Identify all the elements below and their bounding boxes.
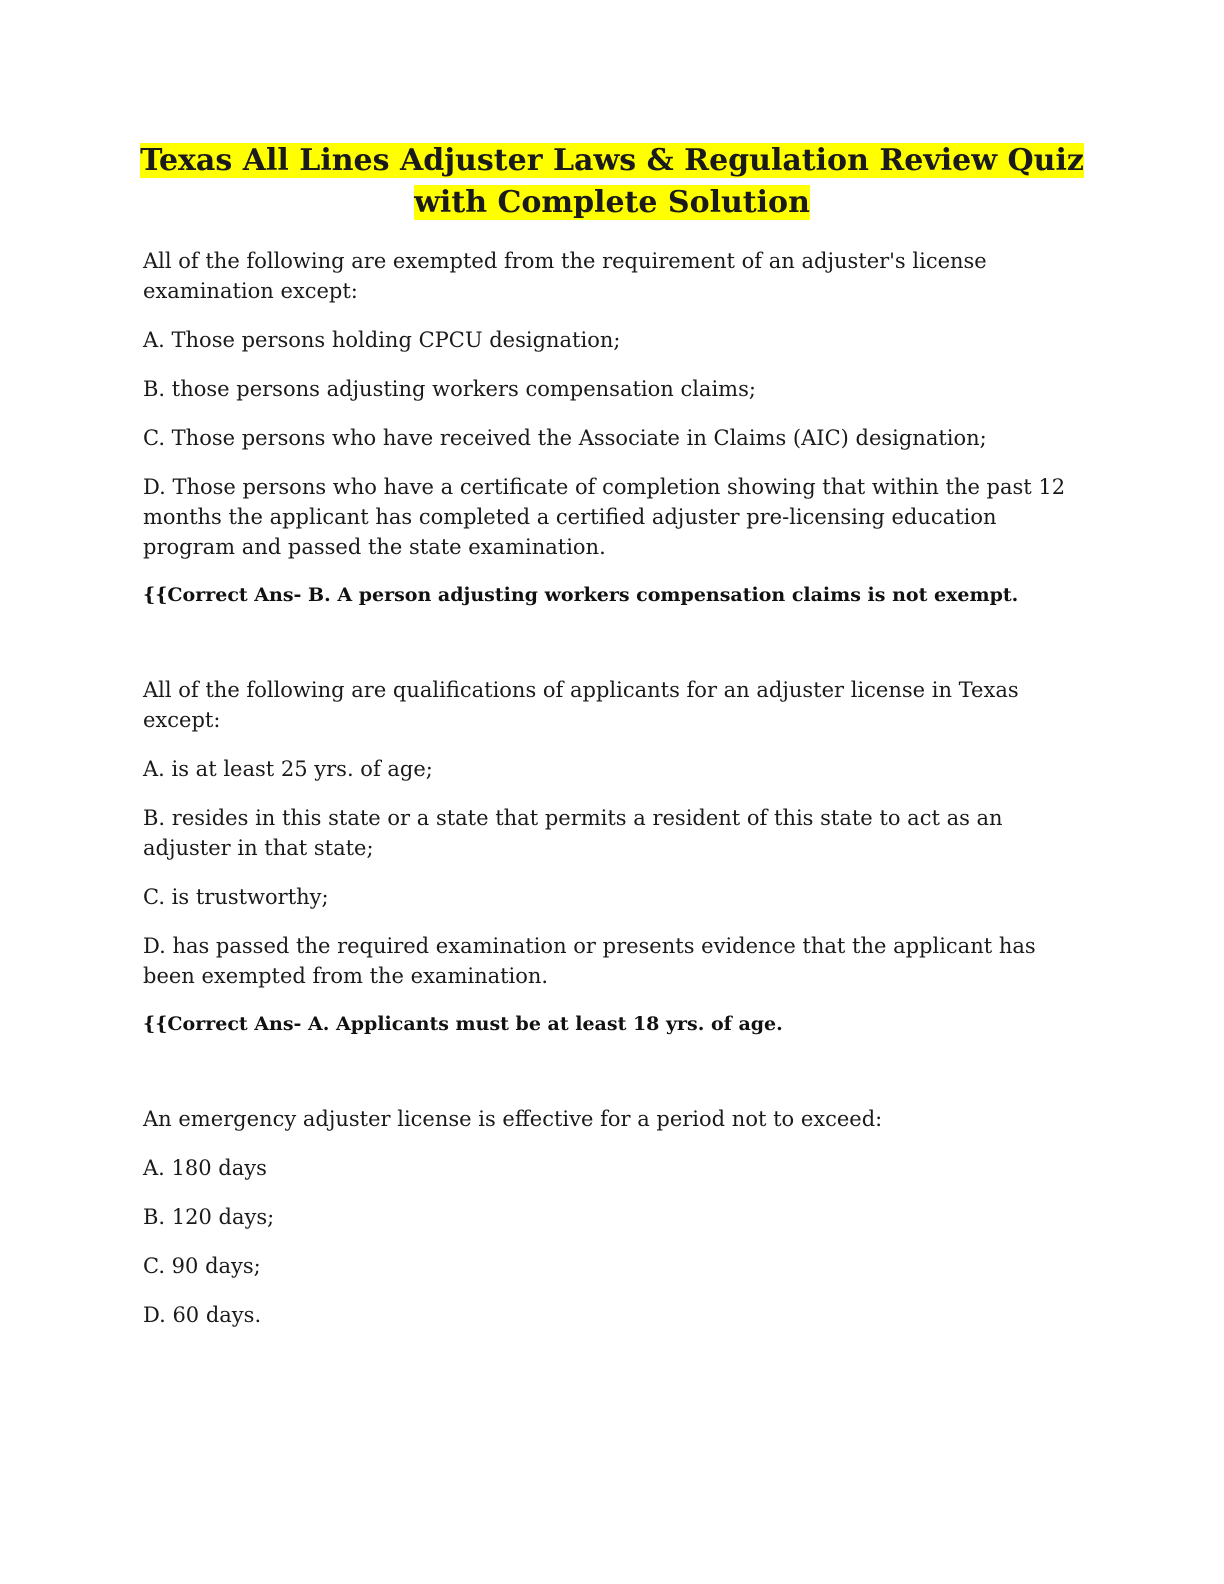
option-c: C. is trustworthy; [143,885,329,909]
question-text: All of the following are qualifications of applicants for an adjuster license in Texas except: [143,678,1019,732]
spacer [143,628,1083,675]
option-b: B. 120 days; [143,1205,275,1229]
question-block-3 [143,1104,1083,1330]
title-line-1: Texas All Lines Adjuster Laws & Regulation Review Quiz [140,143,1084,178]
option-a: A. 180 days [143,1156,267,1180]
correct-answer: {{Correct Ans- B. A person adjusting workers compensation claims is not exempt. [143,584,1019,606]
option-d: D. 60 days. [143,1303,262,1327]
option-a: A. is at least 25 yrs. of age; [143,757,433,781]
document-title [100,140,1124,224]
option-b: B. resides in this state or a state that permits a resident of this state to act as an adjuster in that state; [143,806,1003,860]
question-block-2 [143,675,1083,1038]
option-c: C. 90 days; [143,1254,261,1278]
correct-answer: {{Correct Ans- A. Applicants must be at least 18 yrs. of age. [143,1013,783,1035]
option-d: D. Those persons who have a certificate of completion showing that within the past 12 months the applicant has completed a certified adjuster pre-licensing education program and passed the state examination. [143,475,1066,559]
title-line-2: with Complete Solution [414,185,810,220]
option-d: D. has passed the required examination or presents evidence that the applicant has been exempted from the examination. [143,934,1036,988]
option-c: C. Those persons who have received the Associate in Claims (AIC) designation; [143,426,987,450]
option-a: A. Those persons holding CPCU designation; [143,328,621,352]
question-block-1 [143,246,1083,609]
spacer [143,1057,1083,1104]
option-b: B. those persons adjusting workers compensation claims; [143,377,756,401]
question-text: An emergency adjuster license is effective for a period not to exceed: [143,1107,883,1131]
question-text: All of the following are exempted from the requirement of an adjuster's license examination except: [143,249,987,303]
quiz-content [143,246,1083,1349]
